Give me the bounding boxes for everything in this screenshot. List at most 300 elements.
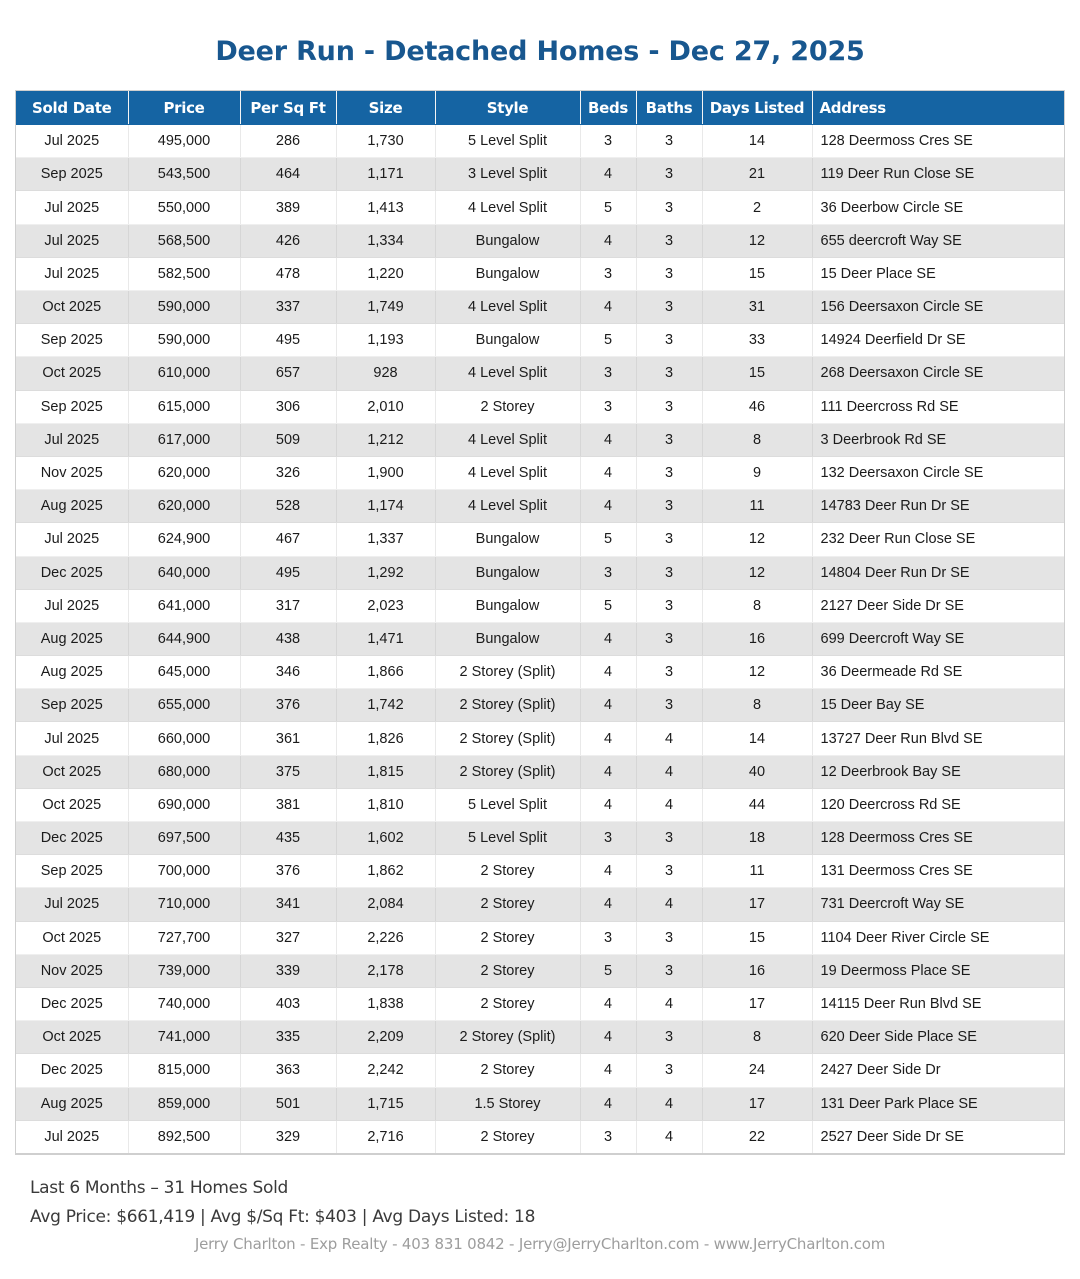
cell-address: 620 Deer Side Place SE [812, 1021, 1064, 1054]
cell-size: 2,209 [336, 1021, 435, 1054]
cell-per_sq_ft: 509 [240, 423, 336, 456]
cell-size: 1,826 [336, 722, 435, 755]
cell-baths: 4 [636, 1120, 702, 1153]
cell-sold_date: Dec 2025 [16, 987, 128, 1020]
cell-baths: 3 [636, 855, 702, 888]
table-row[interactable] [16, 689, 1064, 722]
cell-address: 131 Deermoss Cres SE [812, 855, 1064, 888]
cell-beds: 4 [580, 755, 636, 788]
cell-baths: 3 [636, 224, 702, 257]
cell-beds: 4 [580, 722, 636, 755]
cell-size: 1,749 [336, 291, 435, 324]
cell-sold_date: Oct 2025 [16, 1021, 128, 1054]
cell-beds: 4 [580, 1054, 636, 1087]
cell-days_listed: 40 [702, 755, 812, 788]
cell-per_sq_ft: 326 [240, 456, 336, 489]
cell-size: 1,212 [336, 423, 435, 456]
cell-size: 1,292 [336, 556, 435, 589]
cell-per_sq_ft: 403 [240, 987, 336, 1020]
summary-block [30, 1174, 1080, 1232]
cell-per_sq_ft: 528 [240, 490, 336, 523]
cell-address: 1104 Deer River Circle SE [812, 921, 1064, 954]
cell-sold_date: Nov 2025 [16, 456, 128, 489]
cell-address: 699 Deercroft Way SE [812, 622, 1064, 655]
cell-per_sq_ft: 495 [240, 324, 336, 357]
table-row[interactable] [16, 390, 1064, 423]
cell-address: 232 Deer Run Close SE [812, 523, 1064, 556]
table-row[interactable] [16, 888, 1064, 921]
table-row[interactable] [16, 357, 1064, 390]
cell-style: Bungalow [435, 324, 580, 357]
cell-address: 19 Deermoss Place SE [812, 954, 1064, 987]
cell-per_sq_ft: 306 [240, 390, 336, 423]
cell-size: 1,900 [336, 456, 435, 489]
cell-baths: 3 [636, 423, 702, 456]
cell-beds: 4 [580, 788, 636, 821]
cell-baths: 4 [636, 788, 702, 821]
cell-beds: 3 [580, 357, 636, 390]
cell-per_sq_ft: 327 [240, 921, 336, 954]
cell-size: 1,193 [336, 324, 435, 357]
cell-per_sq_ft: 478 [240, 257, 336, 290]
table-row[interactable] [16, 257, 1064, 290]
cell-address: 156 Deersaxon Circle SE [812, 291, 1064, 324]
cell-size: 1,174 [336, 490, 435, 523]
column-header-days-listed[interactable]: Days Listed [702, 91, 812, 125]
cell-price: 644,900 [128, 622, 240, 655]
cell-address: 13727 Deer Run Blvd SE [812, 722, 1064, 755]
cell-beds: 5 [580, 191, 636, 224]
cell-days_listed: 15 [702, 257, 812, 290]
cell-beds: 5 [580, 324, 636, 357]
cell-baths: 3 [636, 556, 702, 589]
cell-baths: 3 [636, 158, 702, 191]
cell-sold_date: Oct 2025 [16, 755, 128, 788]
cell-price: 590,000 [128, 291, 240, 324]
cell-style: Bungalow [435, 589, 580, 622]
cell-per_sq_ft: 467 [240, 523, 336, 556]
summary-averages: Avg Price: $661,419 | Avg $/Sq Ft: $403 | Avg Days Listed: 18 [30, 1206, 536, 1227]
cell-address: 128 Deermoss Cres SE [812, 822, 1064, 855]
cell-address: 3 Deerbrook Rd SE [812, 423, 1064, 456]
table-row[interactable] [16, 954, 1064, 987]
column-header-baths[interactable]: Baths [636, 91, 702, 125]
cell-price: 615,000 [128, 390, 240, 423]
cell-style: 2 Storey [435, 954, 580, 987]
cell-sold_date: Aug 2025 [16, 656, 128, 689]
cell-beds: 4 [580, 158, 636, 191]
cell-size: 2,084 [336, 888, 435, 921]
table-row[interactable] [16, 1021, 1064, 1054]
cell-baths: 3 [636, 324, 702, 357]
cell-address: 268 Deersaxon Circle SE [812, 357, 1064, 390]
cell-sold_date: Dec 2025 [16, 556, 128, 589]
table-row[interactable] [16, 622, 1064, 655]
cell-style: 4 Level Split [435, 291, 580, 324]
cell-per_sq_ft: 346 [240, 656, 336, 689]
cell-style: Bungalow [435, 622, 580, 655]
cell-style: 4 Level Split [435, 357, 580, 390]
table-row[interactable] [16, 423, 1064, 456]
cell-sold_date: Nov 2025 [16, 954, 128, 987]
column-header-style[interactable]: Style [435, 91, 580, 125]
cell-per_sq_ft: 495 [240, 556, 336, 589]
cell-style: 2 Storey [435, 987, 580, 1020]
cell-sold_date: Jul 2025 [16, 1120, 128, 1153]
cell-size: 2,226 [336, 921, 435, 954]
cell-style: 2 Storey [435, 1054, 580, 1087]
cell-address: 14783 Deer Run Dr SE [812, 490, 1064, 523]
cell-sold_date: Jul 2025 [16, 589, 128, 622]
cell-sold_date: Sep 2025 [16, 689, 128, 722]
cell-baths: 4 [636, 755, 702, 788]
cell-style: 4 Level Split [435, 456, 580, 489]
table-row[interactable] [16, 1054, 1064, 1087]
table-row[interactable] [16, 158, 1064, 191]
cell-days_listed: 14 [702, 722, 812, 755]
cell-size: 2,023 [336, 589, 435, 622]
cell-size: 2,178 [336, 954, 435, 987]
cell-price: 640,000 [128, 556, 240, 589]
cell-per_sq_ft: 375 [240, 755, 336, 788]
cell-price: 495,000 [128, 125, 240, 158]
cell-size: 1,471 [336, 622, 435, 655]
cell-sold_date: Oct 2025 [16, 291, 128, 324]
cell-beds: 3 [580, 822, 636, 855]
cell-price: 568,500 [128, 224, 240, 257]
table-header [16, 91, 1064, 125]
table-row[interactable] [16, 822, 1064, 855]
cell-per_sq_ft: 317 [240, 589, 336, 622]
cell-days_listed: 16 [702, 622, 812, 655]
cell-baths: 3 [636, 523, 702, 556]
table-row[interactable] [16, 324, 1064, 357]
cell-beds: 4 [580, 456, 636, 489]
cell-style: 2 Storey [435, 1120, 580, 1153]
cell-days_listed: 8 [702, 423, 812, 456]
cell-style: 5 Level Split [435, 125, 580, 158]
cell-beds: 4 [580, 855, 636, 888]
cell-baths: 4 [636, 987, 702, 1020]
cell-days_listed: 24 [702, 1054, 812, 1087]
sold-homes-table-container [16, 91, 1064, 1154]
cell-sold_date: Jul 2025 [16, 224, 128, 257]
cell-baths: 3 [636, 257, 702, 290]
table-row[interactable] [16, 1120, 1064, 1153]
table-row[interactable] [16, 755, 1064, 788]
cell-address: 2427 Deer Side Dr [812, 1054, 1064, 1087]
cell-style: 2 Storey [435, 921, 580, 954]
cell-beds: 4 [580, 987, 636, 1020]
column-header-size[interactable]: Size [336, 91, 435, 125]
cell-size: 1,715 [336, 1087, 435, 1120]
table-row[interactable] [16, 125, 1064, 158]
cell-size: 1,838 [336, 987, 435, 1020]
table-row[interactable] [16, 589, 1064, 622]
cell-price: 590,000 [128, 324, 240, 357]
table-row[interactable] [16, 987, 1064, 1020]
column-header-sold-date[interactable]: Sold Date [16, 91, 128, 125]
cell-address: 2127 Deer Side Dr SE [812, 589, 1064, 622]
cell-size: 1,866 [336, 656, 435, 689]
cell-sold_date: Oct 2025 [16, 357, 128, 390]
cell-sold_date: Jul 2025 [16, 888, 128, 921]
cell-sold_date: Jul 2025 [16, 722, 128, 755]
cell-style: 1.5 Storey [435, 1087, 580, 1120]
cell-address: 655 deercroft Way SE [812, 224, 1064, 257]
cell-style: 2 Storey (Split) [435, 722, 580, 755]
cell-baths: 3 [636, 622, 702, 655]
cell-address: 12 Deerbrook Bay SE [812, 755, 1064, 788]
cell-days_listed: 44 [702, 788, 812, 821]
cell-baths: 3 [636, 921, 702, 954]
cell-per_sq_ft: 286 [240, 125, 336, 158]
cell-days_listed: 2 [702, 191, 812, 224]
cell-sold_date: Dec 2025 [16, 1054, 128, 1087]
cell-size: 2,242 [336, 1054, 435, 1087]
column-header-per-sq-ft[interactable]: Per Sq Ft [240, 91, 336, 125]
cell-sold_date: Aug 2025 [16, 622, 128, 655]
cell-style: Bungalow [435, 257, 580, 290]
cell-beds: 3 [580, 257, 636, 290]
cell-baths: 3 [636, 291, 702, 324]
cell-address: 15 Deer Place SE [812, 257, 1064, 290]
cell-price: 739,000 [128, 954, 240, 987]
cell-size: 1,220 [336, 257, 435, 290]
cell-address: 128 Deermoss Cres SE [812, 125, 1064, 158]
cell-beds: 5 [580, 523, 636, 556]
cell-size: 1,413 [336, 191, 435, 224]
cell-beds: 4 [580, 622, 636, 655]
cell-price: 697,500 [128, 822, 240, 855]
cell-per_sq_ft: 501 [240, 1087, 336, 1120]
cell-style: 5 Level Split [435, 788, 580, 821]
column-header-address[interactable]: Address [812, 91, 1064, 125]
cell-days_listed: 12 [702, 656, 812, 689]
cell-per_sq_ft: 329 [240, 1120, 336, 1153]
cell-per_sq_ft: 426 [240, 224, 336, 257]
cell-days_listed: 11 [702, 490, 812, 523]
cell-beds: 4 [580, 1087, 636, 1120]
cell-beds: 5 [580, 954, 636, 987]
cell-days_listed: 15 [702, 921, 812, 954]
cell-style: 2 Storey [435, 855, 580, 888]
cell-baths: 3 [636, 954, 702, 987]
cell-sold_date: Oct 2025 [16, 788, 128, 821]
table-row[interactable] [16, 855, 1064, 888]
cell-beds: 5 [580, 589, 636, 622]
cell-price: 690,000 [128, 788, 240, 821]
cell-per_sq_ft: 376 [240, 855, 336, 888]
cell-days_listed: 14 [702, 125, 812, 158]
cell-style: 4 Level Split [435, 191, 580, 224]
table-row[interactable] [16, 291, 1064, 324]
cell-per_sq_ft: 339 [240, 954, 336, 987]
cell-per_sq_ft: 381 [240, 788, 336, 821]
cell-style: 2 Storey (Split) [435, 755, 580, 788]
cell-price: 582,500 [128, 257, 240, 290]
page-title: Deer Run - Detached Homes - Dec 27, 2025 [215, 36, 865, 68]
cell-price: 710,000 [128, 888, 240, 921]
cell-price: 859,000 [128, 1087, 240, 1120]
cell-baths: 3 [636, 689, 702, 722]
table-row[interactable] [16, 788, 1064, 821]
cell-price: 543,500 [128, 158, 240, 191]
column-header-beds[interactable]: Beds [580, 91, 636, 125]
cell-style: 3 Level Split [435, 158, 580, 191]
cell-days_listed: 33 [702, 324, 812, 357]
cell-address: 15 Deer Bay SE [812, 689, 1064, 722]
cell-address: 131 Deer Park Place SE [812, 1087, 1064, 1120]
table-row[interactable] [16, 556, 1064, 589]
table-row[interactable] [16, 722, 1064, 755]
cell-days_listed: 15 [702, 357, 812, 390]
cell-baths: 3 [636, 490, 702, 523]
cell-style: 2 Storey [435, 888, 580, 921]
cell-baths: 4 [636, 1087, 702, 1120]
cell-sold_date: Jul 2025 [16, 423, 128, 456]
cell-address: 119 Deer Run Close SE [812, 158, 1064, 191]
cell-days_listed: 12 [702, 556, 812, 589]
cell-sold_date: Jul 2025 [16, 125, 128, 158]
cell-size: 1,742 [336, 689, 435, 722]
cell-price: 645,000 [128, 656, 240, 689]
cell-beds: 4 [580, 689, 636, 722]
cell-days_listed: 12 [702, 224, 812, 257]
cell-address: 36 Deermeade Rd SE [812, 656, 1064, 689]
cell-days_listed: 9 [702, 456, 812, 489]
cell-size: 1,337 [336, 523, 435, 556]
cell-price: 617,000 [128, 423, 240, 456]
cell-per_sq_ft: 361 [240, 722, 336, 755]
cell-sold_date: Aug 2025 [16, 490, 128, 523]
cell-beds: 3 [580, 921, 636, 954]
cell-per_sq_ft: 438 [240, 622, 336, 655]
cell-baths: 4 [636, 888, 702, 921]
cell-address: 14924 Deerfield Dr SE [812, 324, 1064, 357]
cell-per_sq_ft: 341 [240, 888, 336, 921]
cell-sold_date: Sep 2025 [16, 855, 128, 888]
table-row[interactable] [16, 656, 1064, 689]
cell-style: 2 Storey [435, 390, 580, 423]
cell-beds: 3 [580, 556, 636, 589]
cell-price: 620,000 [128, 490, 240, 523]
cell-size: 2,010 [336, 390, 435, 423]
cell-days_listed: 21 [702, 158, 812, 191]
cell-style: 4 Level Split [435, 423, 580, 456]
cell-price: 727,700 [128, 921, 240, 954]
cell-beds: 3 [580, 390, 636, 423]
cell-days_listed: 16 [702, 954, 812, 987]
table-row[interactable] [16, 1087, 1064, 1120]
cell-baths: 3 [636, 822, 702, 855]
cell-beds: 4 [580, 291, 636, 324]
cell-size: 1,862 [336, 855, 435, 888]
cell-size: 1,810 [336, 788, 435, 821]
cell-beds: 4 [580, 490, 636, 523]
cell-per_sq_ft: 464 [240, 158, 336, 191]
cell-days_listed: 11 [702, 855, 812, 888]
cell-beds: 3 [580, 125, 636, 158]
cell-style: 2 Storey (Split) [435, 1021, 580, 1054]
cell-sold_date: Sep 2025 [16, 158, 128, 191]
cell-days_listed: 31 [702, 291, 812, 324]
cell-days_listed: 8 [702, 689, 812, 722]
cell-style: 5 Level Split [435, 822, 580, 855]
cell-days_listed: 46 [702, 390, 812, 423]
cell-sold_date: Sep 2025 [16, 390, 128, 423]
table-body [16, 125, 1064, 1154]
cell-baths: 3 [636, 1021, 702, 1054]
cell-address: 111 Deercross Rd SE [812, 390, 1064, 423]
cell-days_listed: 22 [702, 1120, 812, 1153]
cell-price: 610,000 [128, 357, 240, 390]
table-row[interactable] [16, 490, 1064, 523]
cell-per_sq_ft: 389 [240, 191, 336, 224]
cell-sold_date: Jul 2025 [16, 523, 128, 556]
cell-style: Bungalow [435, 556, 580, 589]
cell-address: 132 Deersaxon Circle SE [812, 456, 1064, 489]
table-row[interactable] [16, 191, 1064, 224]
cell-price: 892,500 [128, 1120, 240, 1153]
cell-address: 36 Deerbow Circle SE [812, 191, 1064, 224]
cell-price: 700,000 [128, 855, 240, 888]
cell-price: 680,000 [128, 755, 240, 788]
footer-contact: Jerry Charlton - Exp Realty - 403 831 0842 - Jerry@JerryCharlton.com - www.JerryCharlton.com [194, 1235, 886, 1254]
table-row[interactable] [16, 224, 1064, 257]
cell-price: 660,000 [128, 722, 240, 755]
cell-price: 740,000 [128, 987, 240, 1020]
cell-baths: 3 [636, 456, 702, 489]
cell-size: 1,171 [336, 158, 435, 191]
cell-baths: 3 [636, 125, 702, 158]
cell-baths: 3 [636, 656, 702, 689]
sold-homes-table [16, 91, 1064, 1154]
table-row[interactable] [16, 921, 1064, 954]
cell-sold_date: Oct 2025 [16, 921, 128, 954]
cell-days_listed: 17 [702, 987, 812, 1020]
cell-style: Bungalow [435, 224, 580, 257]
cell-style: 4 Level Split [435, 490, 580, 523]
cell-price: 641,000 [128, 589, 240, 622]
cell-style: Bungalow [435, 523, 580, 556]
cell-days_listed: 17 [702, 888, 812, 921]
cell-sold_date: Aug 2025 [16, 1087, 128, 1120]
cell-address: 120 Deercross Rd SE [812, 788, 1064, 821]
cell-size: 1,602 [336, 822, 435, 855]
cell-days_listed: 12 [702, 523, 812, 556]
cell-baths: 3 [636, 191, 702, 224]
table-row[interactable] [16, 523, 1064, 556]
cell-baths: 4 [636, 722, 702, 755]
cell-sold_date: Dec 2025 [16, 822, 128, 855]
cell-style: 2 Storey (Split) [435, 656, 580, 689]
cell-size: 928 [336, 357, 435, 390]
report-page [0, 18, 1080, 1279]
cell-address: 14804 Deer Run Dr SE [812, 556, 1064, 589]
cell-price: 624,900 [128, 523, 240, 556]
cell-price: 741,000 [128, 1021, 240, 1054]
column-header-price[interactable]: Price [128, 91, 240, 125]
table-row[interactable] [16, 456, 1064, 489]
cell-per_sq_ft: 335 [240, 1021, 336, 1054]
cell-per_sq_ft: 657 [240, 357, 336, 390]
cell-sold_date: Jul 2025 [16, 191, 128, 224]
cell-beds: 3 [580, 1120, 636, 1153]
cell-beds: 4 [580, 423, 636, 456]
cell-per_sq_ft: 376 [240, 689, 336, 722]
cell-style: 2 Storey (Split) [435, 689, 580, 722]
